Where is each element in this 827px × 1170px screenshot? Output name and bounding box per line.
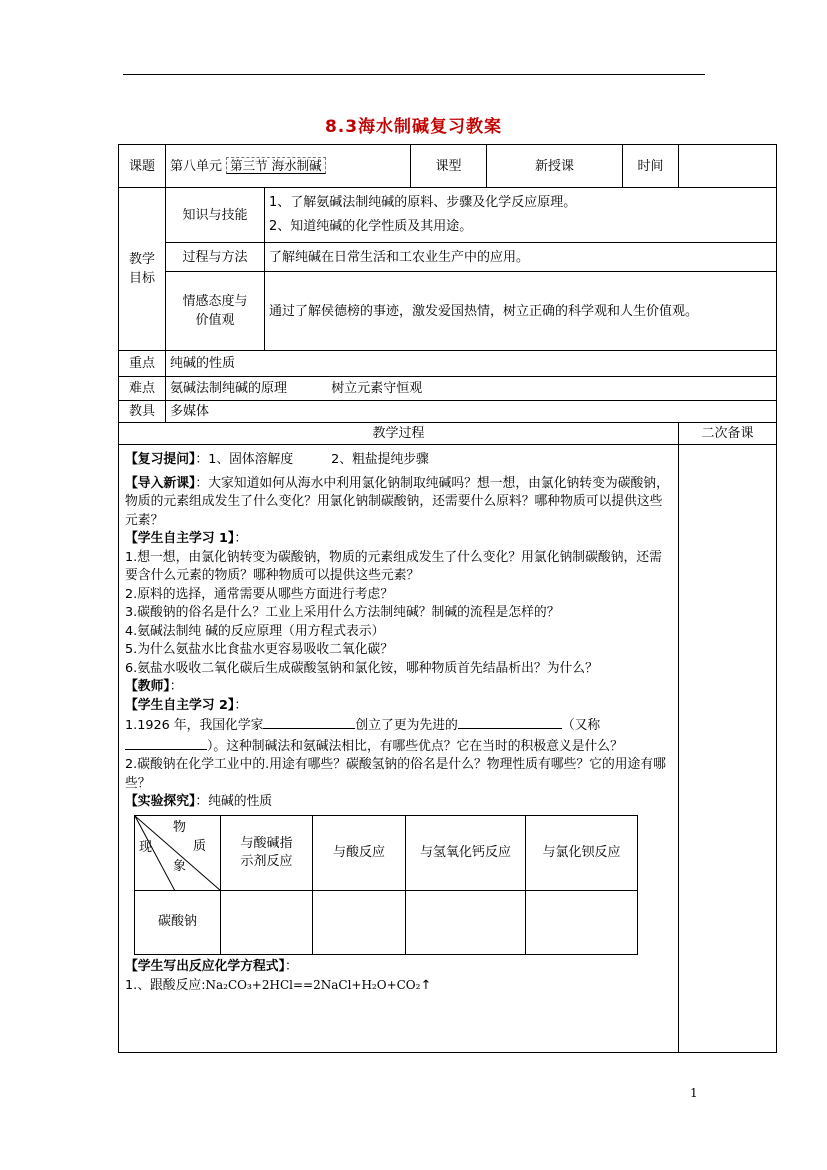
difficulties-label: 难点 [119,377,166,401]
lesson-plan-table [118,144,777,1053]
row-sodium-carbonate: 碳酸钠 [135,890,221,954]
review-item-2: 2、粗盐提纯步骤 [331,452,429,467]
notes-header: 二次备课 [679,423,777,445]
difficulties-cell [166,377,777,401]
emotion-label-line2: 价值观 [195,313,235,328]
intro-text: ：大家知道如何从海水中利用氯化钠制取纯碱吗？想一想，由氯化钠转变为碳酸钠，物质的元素组成发生了什么变化？用氯化钠制碳酸钠，还需要什么原料？哪种物质可以提供这些元素？ [125,475,669,528]
experiment-table [134,815,638,955]
equation-line [125,976,672,996]
col-calcium-hydroxide: 与氢氧化钙反应 [406,815,526,890]
blank-alias [125,736,207,750]
teacher-heading [125,678,672,697]
process-content [119,445,679,1053]
process-text: 了解纯碱在日常生活和工农业生产中的应用。 [265,243,777,272]
equation-colon: ： [284,958,298,974]
experiment-heading [125,793,672,812]
topic-unit: 第八单元 [170,159,223,174]
difficulties-row [119,377,777,401]
experiment-tag: 【实验探究】 [125,794,196,809]
self-study-2-heading [125,697,672,716]
q1-part-c: （又称 [561,718,601,733]
type-value: 新授课 [487,145,623,188]
knowledge-text [265,188,777,243]
q1-part-a: 1.1926 年，我国化学家 [125,718,264,733]
key-points-text: 纯碱的性质 [166,351,777,377]
process-header: 教学过程 [119,423,679,445]
self-study-1-item-6: 6.氨盐水吸收二氧化碳后生成碳酸氢钠和氯化铵，哪种物质首先结晶析出？为什么？ [125,660,598,676]
q1-part-b: 创立了更为先进的 [355,718,458,733]
review-tag: 【复习提问】 [125,452,196,467]
topic-row [119,145,777,188]
key-points-row [119,351,777,377]
col-indicator [221,815,313,890]
document-title: 8.3海水制碱复习教案 [324,117,503,137]
knowledge-item-1: 1、了解氨碱法制纯碱的原料、步骤及化学反应原理。 [269,195,577,210]
gas-arrow-icon: ↑ [420,978,432,993]
emotion-text: 通过了解侯德榜的事迹，激发爱国热情，树立正确的科学观和人生价值观。 [265,272,777,351]
self-study-2-question-2: 2.碳酸钠在化学工业中的.用途有哪些？碳酸氢钠的俗名是什么？物理性质有哪些？它的用途有哪些？ [125,757,666,791]
cell-calcium-hydroxide [406,890,526,954]
topic-label: 课题 [119,145,166,188]
goals-label [119,188,166,351]
corner-xiang: 象 [173,858,187,874]
corner-zhi: 质 [193,838,207,854]
corner-wu: 物 [173,819,187,835]
self-study-2-colon: ： [234,697,248,713]
time-value [679,145,777,188]
key-points-label: 重点 [119,351,166,377]
experiment-data-row [135,890,638,954]
experiment-text: ：纯碱的性质 [195,794,273,809]
self-study-1-item-4: 4.氨碱法制纯 碱的反应原理（用方程式表示） [125,623,385,639]
experiment-header-row [135,815,638,890]
self-study-2-question-1 [125,715,672,756]
process-label: 过程与方法 [166,243,265,272]
process-row [119,243,777,272]
process-header-row [119,423,777,445]
equation-heading [125,958,672,977]
self-study-1-item-2: 2.原料的选择，通常需要从哪些方面进行考虑？ [125,586,394,602]
difficulties-text-2: 树立元素守恒观 [331,381,423,396]
goals-label-line2: 目标 [128,271,155,286]
topic-section: 第三节 海水制碱 [226,157,325,174]
cell-barium-chloride [526,890,638,954]
notes-content [679,445,777,1053]
self-study-1-item-3: 3.碳酸钠的俗名是什么？工业上采用什么方法制纯碱？制碱的流程是怎样的？ [125,605,560,620]
review-item-1: ：1、固体溶解度 [195,452,294,467]
knowledge-label: 知识与技能 [166,188,265,243]
type-label: 课型 [411,145,487,188]
self-study-1-item-1: 1.想一想，由氯化钠转变为碳酸钠，物质的元素组成发生了什么变化？用氯化钠制碳酸钠，还需要含什么元素的物质？哪种物质可以提供这些元素？ [125,549,662,583]
equation-tag: 【学生写出反应化学方程式】 [125,958,285,974]
review-line [125,451,672,470]
col-indicator-line2: 示剂反应 [240,853,293,869]
self-study-1-item-5: 5.为什么氨盐水比食盐水更容易吸收二氧化碳？ [125,642,394,657]
self-study-1-tag: 【学生自主学习 1】 [125,531,235,546]
intro-paragraph [125,475,672,531]
intro-tag: 【导入新课】 [125,475,196,491]
corner-xian: 现 [139,839,153,855]
goals-label-line1: 教学 [128,252,155,267]
self-study-1-heading [125,530,672,549]
time-label: 时间 [623,145,679,188]
blank-chemist [263,715,355,729]
tools-text: 多媒体 [166,401,777,423]
col-acid: 与酸反应 [313,815,406,890]
cell-acid [313,890,406,954]
cell-indicator [221,890,313,954]
blank-method [458,715,562,729]
page-number: 1 [690,1086,698,1100]
emotion-row [119,272,777,351]
tools-label: 教具 [119,401,166,423]
tools-row [119,401,777,423]
self-study-2-tag: 【学生自主学习 2】 [125,697,235,713]
equation-body: Na₂CO₃+2HCl==2NaCl+H₂O+CO₂ [205,978,421,992]
self-study-1-colon: ： [234,531,248,546]
emotion-label-line1: 情感态度与 [182,294,248,309]
knowledge-item-2: 2、知道纯碱的化学性质及其用途。 [269,219,473,234]
topic-cell [166,145,411,188]
equation-prefix: 1.、跟酸反应: [125,978,206,993]
emotion-label [166,272,265,351]
process-content-row [119,445,777,1053]
teacher-tag: 【教师】 [125,679,170,694]
teacher-colon: ： [169,679,183,694]
q1-part-d: ）。这种制碱法和氨碱法相比，有哪些优点？它在当时的积极意义是什么？ [207,738,623,754]
header-rule [123,74,705,75]
col-barium-chloride: 与氯化钡反应 [526,815,638,890]
knowledge-row [119,188,777,243]
difficulties-text-1: 氨碱法制纯碱的原理 [170,381,288,396]
diagonal-header-cell [135,815,221,890]
col-indicator-line1: 与酸碱指 [240,835,293,851]
